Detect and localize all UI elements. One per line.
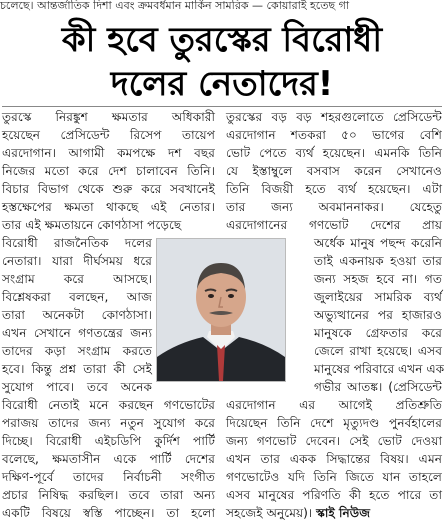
article-final-text: সহজেই অনুমেয়)। [226,506,313,520]
article-line: হস্তক্ষেপের ক্ষমতা থাকছে এই নেতার। [2,200,215,214]
article-line: জন্য সহজ হবে না। গত [314,272,442,286]
article-line: এরদোগান শতকরা ৫০ ভাগের বেশি [226,128,442,142]
article-line: দিয়েছেন তিনি দেশে মৃত্যুদণ্ড পুনর্বহালের [226,416,442,430]
previous-article-strip: চলেছে। আন্তর্জাতিক দিশা এবং ক্রমবর্ধমান মার্কিন সামরিক — কোয়ারাই হতেছ গা [0,0,350,12]
article-line: এরদোগানের গণভোট দেশের প্রায় [226,218,442,232]
article-line: দক্ষিণ-পূর্বে তাদের নির্বাচনী সংগীত [2,470,215,484]
headline-line-1: কী হবে তুরস্কের বিরোধী [61,20,383,60]
article-line: তাই একনায়ক হওয়া তার [314,254,442,268]
article-line: প্রচার নিষিদ্ধ করছিল। তবে তারা অন্য [2,488,215,502]
article-line: জেলে রাখা হয়েছে। এসব [314,344,442,358]
article-line: গভীর আতঙ্ক। (প্রেসিডেন্ট [314,380,442,394]
article-line: বিচার বিভাগ থেকে শুরু করে সবখানেই [2,182,215,196]
article-line: তার এই ক্ষমতায়নে কোণঠাসা পড়েছে [2,218,182,232]
article-line: অভ্যুত্থানের পর হাজারও [314,308,442,322]
article-line: পরাজয় তাদের জন্য নতুন সুযোগ করে [2,416,215,430]
article-line-final [226,504,442,522]
erdogan-portrait-photo [156,238,286,382]
article-line: এখন সেখানে গণতন্ত্রের জন্য [2,326,152,340]
portrait-illustration [157,239,285,381]
article-line: এখন তার একক সিদ্ধান্তের বিষয়। এমন [226,452,442,466]
headline-line-2: দলের নেতাদের! [110,64,334,104]
article-line: অর্ধেক মানুষ পছন্দ করেনি [314,236,442,250]
article-line: দিচ্ছে। বিরোধী এইচডিপি কুর্দিশ পার্টি [2,434,215,448]
article-line: তুরস্কে নিরঙ্কুশ ক্ষমতার অধিকারী [2,110,215,124]
article-line: মানুষের পরিবারে এখন এক [314,362,444,376]
article-line: যে ইস্তাম্বুলে বসবাস করেন সেখানেও [226,164,442,178]
article-line: তাদের কড়া সংগ্রাম করতে [2,344,152,358]
article-line: মানুষকে গ্রেফতার করে [314,326,442,340]
article-line: একটি বিষয়ে স্বস্তি পাচ্ছেন। তা হলো [2,506,215,520]
article-line: বিরোধী রাজনৈতিক দলের [2,236,152,250]
article-line: এরদোগান এর আগেই প্রতিশ্রুতি [226,398,442,412]
article-line: বিরোধী নেতাই মনে করছেন গণভোটের [2,398,215,412]
article-line: তারা অনেকটা কোণঠাসা। [2,308,152,322]
article-line: বিশ্লেষকরা বলছেন, আজ [2,290,152,304]
article-line: হবে। কিন্তু প্রশ্ন তারা কী সেই [2,362,152,376]
article-line: নিজের মতো করে দেশ চালাবেন তিনি। [2,164,215,178]
headline-divider [2,106,442,107]
article-line: সুযোগ পাবে। তবে অনেক [2,380,152,394]
article-line: জুলাইয়ের সামরিক ব্যর্থ [314,290,442,304]
news-source-credit: স্কাই নিউজ [316,506,371,520]
article-line: এসব মানুষের পরিণতি কী হতে পারে তা [226,488,442,502]
article-line: ভোট পেতে ব্যর্থ হয়েছেন। এমনকি তিনি [226,146,442,160]
article-line: তার জন্য অবমাননাকর। যেহেতু [226,200,442,214]
article-line: নেতারা। যারা দীর্ঘসময় ধরে [2,254,152,268]
article-line: এরদোগান। আগামী কমপক্ষে দশ বছর [2,146,215,160]
article-line: জন্য গণভোট দেবেন। সেই ভোট দেওয়া [226,434,442,448]
article-line: তুরস্কের বড় বড় শহরগুলোতে প্রেসিডেন্ট [226,110,442,124]
article-line: হয়েছেন প্রেসিডেন্ট রিসেপ তায়েপ [2,128,215,142]
article-line: সংগ্রাম করে আসছে। [2,272,152,286]
article-line: গণভোটেও যদি তিনি জিতে যান তাহলে [226,470,442,484]
article-line: বলেছে, ক্ষমতাসীন একে পার্টি দেশের [2,452,215,466]
article-line: তিনি বিজয়ী হতে ব্যর্থ হয়েছেন। এটা [226,182,442,196]
